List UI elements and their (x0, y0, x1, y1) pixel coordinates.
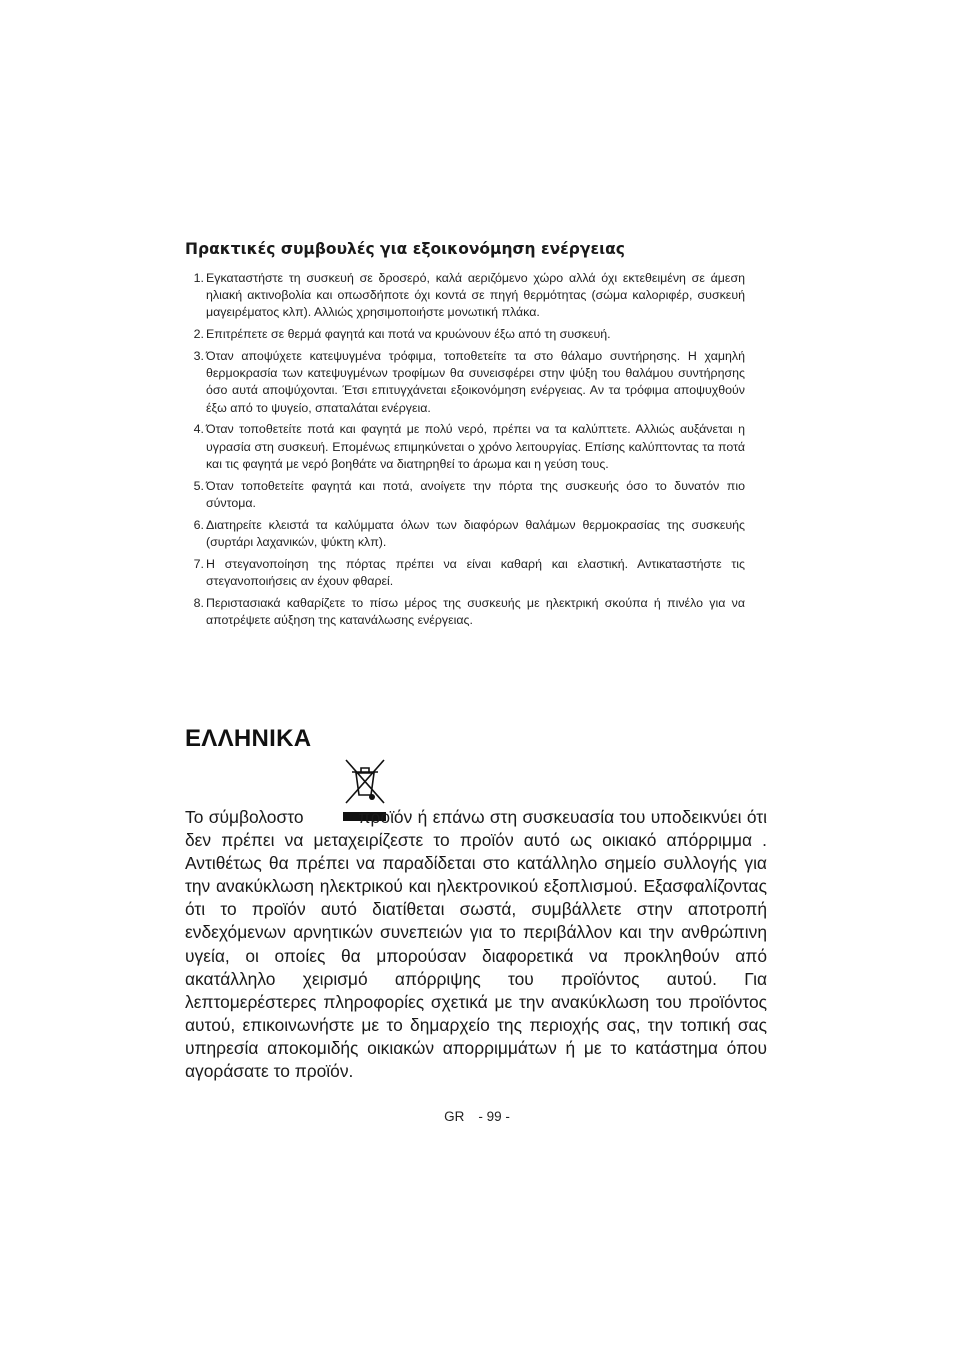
list-item-text: Όταν τοποθετείτε ποτά και φαγητά με πολύ νερό, πρέπει να τα καλύπτετε. Αλλιώς αυξάνεται η υγρασία στη συσκευή. Επομένως επιμηκύνεται ο χρόνο λειτουργίας. Επίσης καλύπτοντας τα ποτά και τις φαγητά με νερό βοηθάτε να διατηρηθεί το άρωμα και η γεύση τους. (206, 422, 745, 471)
list-item-text: Η στεγανοποίηση της πόρτας πρέπει να είναι καθαρή και ελαστική. Αντικαταστήστε τις στεγανοποιήσεις αν έχουν φθαρεί. (206, 556, 745, 588)
list-item-text: Όταν τοποθετείτε φαγητά και ποτά, ανοίγετε την πόρτα της συσκευής όσο το δυνατόν πιο σύντομα. (206, 478, 745, 510)
footer-language: GR (444, 1109, 465, 1124)
list-item-number: 1. (193, 271, 204, 285)
list-item (185, 348, 745, 417)
list-item-text: Επιτρέπετε σε θερμά φαγητά και ποτά να κρυώνουν έξω από τη συσκευή. (206, 327, 611, 342)
disposal-text-start: Το σύμβολοστο (185, 807, 304, 827)
list-item-text: Εγκαταστήστε τη συσκευή σε δροσερό, καλά αεριζόμενο χώρο αλλά όχι εκτεθειμένη σε άμεση ηλιακή ακτινοβολία και οπωσδήποτε όχι κοντά σε πηγή θερμότητας (σώμα καλοριφέρ, συσκευή μαγειρέματος κλπ). Αλλιώς χρησιμοποιήστε μονωτική πλάκα. (206, 271, 745, 320)
tips-heading: Πρακτικές συμβουλές για εξοικονόμηση ενέργειας (185, 240, 625, 258)
page-footer (0, 1109, 954, 1124)
disposal-paragraph (185, 806, 767, 1083)
list-item (185, 421, 745, 473)
disposal-text-rest: προϊόν ή επάνω στη συσκευασία του υποδεικνύει ότι δεν πρέπει να μεταχειρίζεστε το προϊόν αυτό ως οικιακό απόρριμμα . Αντιθέτως θα πρέπει να παραδίδεται στο κατάλληλο σημείο συλλογής για την ανακύκλωση ηλεκτρικού και ηλεκτρονικού εξοπλισμού. Εξασφαλίζοντας ότι το προϊόν αυτό διατίθεται σωστά, συμβάλλετε στην αποτροπή ενδεχόμενων αρνητικών συνεπειών για το περιβάλλον και την ανθρώπινη υγεία, οι οποίες θα μπορούσαν διαφορετικά να προκληθούν από ακατάλληλο χειρισμό απόρριψης του προϊόντος αυτού. Για λεπτομερέστερες πληροφορίες σχετικά με την ανακύκλωση του προϊόντος αυτού, επικοινωνήστε με το δημαρχείο της περιοχής σας, την τοπική σας υπηρεσία αποκομιδής οικιακών απορριμμάτων ή με το κατάστημα όπου αγοράσατε το προϊόν. (185, 807, 767, 1082)
page-number: - 99 - (478, 1109, 510, 1124)
language-heading: ΕΛΛΗΝΙΚΑ (185, 725, 312, 752)
list-item (185, 595, 745, 629)
list-item-number: 3. (193, 349, 204, 363)
list-item-number: 2. (193, 327, 204, 342)
list-item-number: 4. (193, 422, 204, 437)
list-item-number: 6. (193, 517, 204, 532)
list-item (185, 326, 745, 343)
list-item-text: Διατηρείτε κλειστά τα καλύμματα όλων των διαφόρων θαλάμων θερμοκρασίας της συσκευής (συρτάρι λαχανικών, ψύκτη κλπ). (206, 517, 745, 549)
list-item-text: Περιστασιακά καθαρίζετε το πίσω μέρος της συσκευής με ηλεκτρική σκούπα ή πινέλο για να αποτρέψετε αύξηση της κατανάλωσης ενέργειας. (206, 595, 745, 627)
list-item-number: 7. (193, 556, 204, 571)
list-item-number: 8. (193, 595, 204, 610)
weee-crossed-bin-icon (341, 757, 389, 807)
list-item (185, 556, 745, 590)
list-item (185, 517, 745, 551)
list-item (185, 478, 745, 512)
tips-list (185, 270, 745, 634)
list-item (185, 270, 745, 322)
list-item-text: Όταν αποψύχετε κατεψυγμένα τρόφιμα, τοποθετείτε τα στο θάλαμο συντήρησης. Η χαμηλή θερμοκρασία των κατεψυγμένων τροφίμων θα συνεισφέρει στην ψύξη του θαλάμου συντήρησης όσο αυτά αποψύχονται. Έτσι επιτυγχάνεται εξοικονόμηση ενέργειας. Αν τα τρόφιμα αποψυχθούν έξω από το ψυγείο, σπαταλάται ενέργεια. (206, 349, 745, 415)
list-item-number: 5. (193, 478, 204, 493)
